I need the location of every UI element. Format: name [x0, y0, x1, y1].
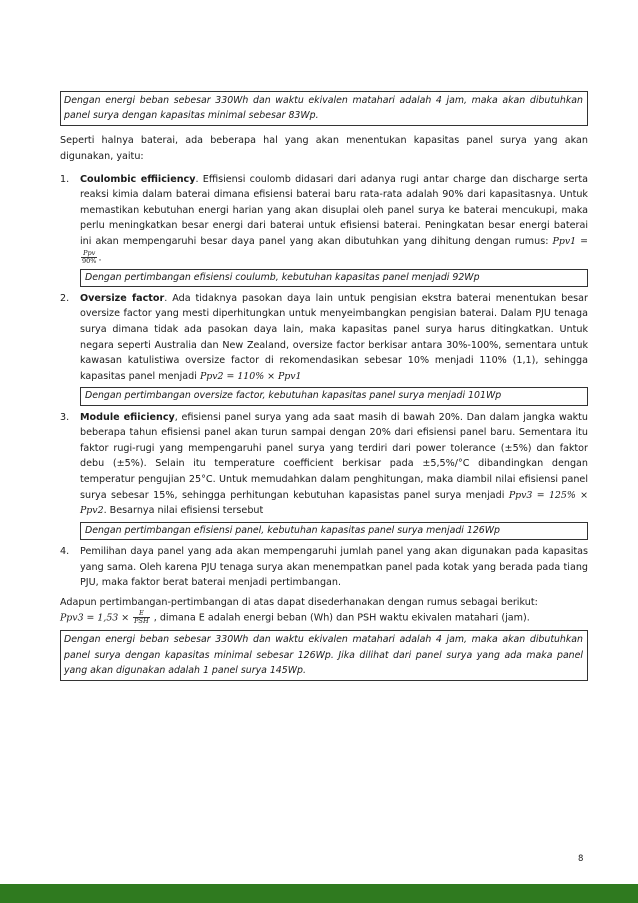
list-number: 3. — [60, 411, 70, 423]
list-number: 1. — [60, 173, 70, 185]
fraction-numerator: Ppv — [81, 250, 97, 258]
fraction-numerator: E — [133, 610, 150, 618]
list-item-module — [60, 410, 588, 519]
summary-text: Adapun pertimbangan-pertimbangan di atas dapat disederhanakan dengan rumus sebagai berikut: — [60, 596, 538, 608]
summary-fraction — [133, 610, 150, 625]
list-item-oversize — [60, 291, 588, 385]
result-box-coulombic: Dengan pertimbangan efisiensi coulumb, kebutuhan kapasitas panel menjadi 92Wp — [80, 269, 588, 287]
list-item-panel-power — [60, 544, 588, 591]
footer-bar — [0, 884, 638, 903]
item-text: . Ada tidaknya pasokan daya lain untuk pengisian ekstra baterai menentukan besar oversize factor yang mesti diperhitungkan untuk menyeimbangkan pengisian baterai. Dalam PJU tenaga surya dimana tidak ada pasokan daya lain, maka kapasitas panel surya harus ditingkatkan. Untuk negara seperti Australia dan New Zealand, oversize factor berkisar antara 30%-100%, sementara untuk kawasan katulistiwa oversize factor di rekomendasikan sebesar 10% menjadi 110% (1,1), sehingga kapasitas panel menjadi — [80, 292, 589, 382]
item-title: Oversize factor — [80, 292, 165, 304]
document-page — [60, 91, 588, 681]
item-title: Module efiiciency — [80, 411, 175, 423]
summary-formula-lhs: Ppv3 = 1,53 × — [60, 612, 130, 624]
list-item-coulombic — [60, 172, 588, 266]
factor-list — [60, 172, 588, 591]
fraction-denominator: 90% — [82, 256, 97, 265]
item-title: Coulombic effiiciency — [80, 173, 196, 185]
summary-box-top: Dengan energi beban sebesar 330Wh dan waktu ekivalen matahari adalah 4 jam, maka akan dibutuhkan panel surya dengan kapasitas minimal sebesar 83Wp. — [60, 91, 588, 126]
item-text: . Effisiensi coulomb didasari dari adanya rugi antar charge dan discharge serta reaksi kimia dalam baterai dimana efisiensi baterai baru rata-rata adalah 90% dari kapasitasnya. Untuk memastikan kebutuhan energi harian yang akan disuplai oleh panel surya ke baterai mencukupi, maka perlu meningkatkan besar energi dari baterai untuk efisiensi baterai. Peningkatan besar energi baterai ini akan mempengaruhi besar daya panel yang akan dibutuhkan yang dihitung dengan rumus: — [80, 173, 588, 247]
item-text: Pemilihan daya panel yang ada akan mempengaruhi jumlah panel yang akan digunakan pada kapasitas yang sama. Oleh karena PJU tenaga surya akan menempatkan panel pada kotak yang berada pada tiang PJU, maka faktor berat baterai menjadi pertimbangan. — [80, 545, 588, 589]
page-number: 8 — [578, 854, 584, 864]
summary-paragraph — [60, 595, 588, 627]
formula: Ppv3 = 125% × Ppv2 — [80, 489, 588, 517]
result-box-module: Dengan pertimbangan efisiensi panel, kebutuhan kapasitas panel surya menjadi 126Wp — [80, 522, 588, 540]
formula-lhs: Ppv1 = — [552, 235, 588, 247]
formula-end: . — [98, 252, 102, 264]
formula: Ppv2 = 110% × Ppv1 — [199, 370, 302, 382]
intro-paragraph: Seperti halnya baterai, ada beberapa hal yang akan menentukan kapasitas panel surya yang akan digunakan, yaitu: — [60, 135, 588, 162]
list-number: 2. — [60, 292, 70, 304]
formula-fraction — [81, 250, 97, 265]
list-number: 4. — [60, 545, 70, 557]
result-box-oversize: Dengan pertimbangan oversize factor, kebutuhan kapasitas panel surya menjadi 101Wp — [80, 387, 588, 405]
item-text-after: . Besarnya nilai efisiensi tersebut — [103, 505, 264, 517]
summary-text-after: , dimana E adalah energi beban (Wh) dan PSH waktu ekivalen matahari (jam). — [150, 612, 530, 624]
summary-box-bottom: Dengan energi beban sebesar 330Wh dan waktu ekivalen matahari adalah 4 jam, maka akan dibutuhkan panel surya dengan kapasitas minimal sebesar 126Wp. Jika dilihat dari panel surya yang ada maka panel yang akan digunakan adalah 1 panel surya 145Wp. — [60, 630, 588, 681]
item-text: , efisiensi panel surya yang ada saat masih di bawah 20%. Dan dalam jangka waktu beberapa tahun efisiensi panel akan turun sampai dengan 20% dari efisiensi panel baru. Sementara itu faktor rugi-rugi yang mempengaruhi panel surya yang terdiri dari power tolerance (±5%) dan faktor debu (±5%). Selain itu temperature coefficient berkisar pada ±5,5%/°C dibandingkan dengan temperatur pengujian 25°C. Untuk memudahkan dalam penghitungan, maka diambil nilai efisiensi panel surya sebesar 15%, sehingga perhitungan kebutuhan kapasistas panel surya menjadi — [80, 411, 588, 501]
fraction-denominator: PSH — [134, 617, 149, 626]
